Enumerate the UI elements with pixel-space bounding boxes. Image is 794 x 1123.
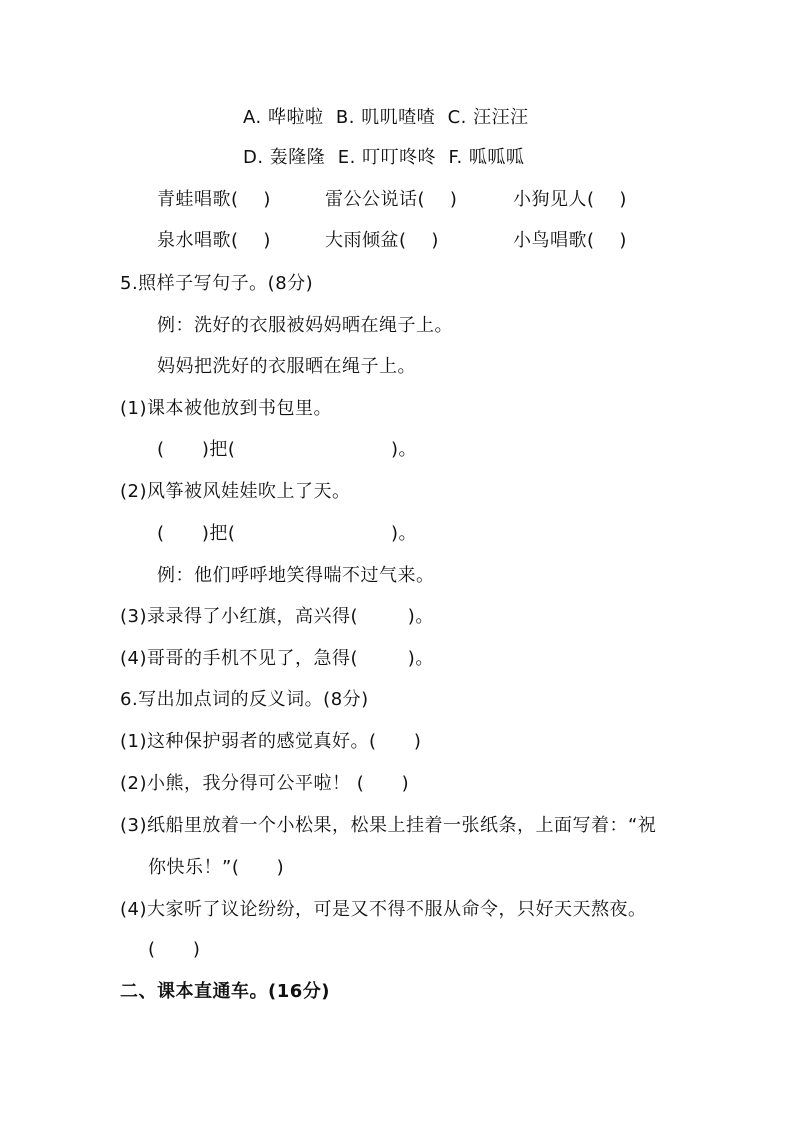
match-dog: 小狗见人( )	[513, 189, 627, 210]
q5-example2: 例：他们呼呼地笑得喘不过气来。	[157, 565, 435, 586]
q5-item1: (1)课本被他放到书包里。	[120, 398, 332, 419]
match-bird: 小鸟唱歌( )	[513, 230, 627, 251]
q6-item3-line2: 你快乐！”( )	[148, 857, 285, 878]
q6-item4-line1: (4)大家听了议论纷纷，可是又不得不服从命令，只好天天熬夜。	[120, 899, 647, 920]
q6-title: 6.写出加点词的反义词。(8分)	[120, 689, 369, 710]
q6-item3-line1: (3)纸船里放着一个小松果，松果上挂着一张纸条，上面写着：“祝	[120, 815, 657, 836]
options-row-1: A. 哗啦啦 B. 叽叽喳喳 C. 汪汪汪	[243, 107, 529, 128]
q6-item2: (2)小熊，我分得可公平啦！ ( )	[120, 773, 410, 794]
q5-blank1: ( )把( )。	[157, 439, 417, 460]
q5-title: 5.照样子写句子。(8分)	[120, 273, 314, 294]
q5-example1-b: 妈妈把洗好的衣服晒在绳子上。	[157, 356, 416, 377]
q5-item4: (4)哥哥的手机不见了，急得( )。	[120, 648, 434, 669]
q5-example1-a: 例：洗好的衣服被妈妈晒在绳子上。	[157, 315, 453, 336]
q5-item3: (3)录录得了小红旗，高兴得( )。	[120, 606, 434, 627]
q6-item1: (1)这种保护弱者的感觉真好。( )	[120, 731, 422, 752]
q5-item2: (2)风筝被风娃娃吹上了天。	[120, 481, 351, 502]
match-spring: 泉水唱歌( )	[157, 230, 271, 251]
options-row-2: D. 轰隆隆 E. 叮叮咚咚 F. 呱呱呱	[243, 147, 525, 168]
match-thunder: 雷公公说话( )	[325, 189, 458, 210]
section2-title: 二、课本直通车。(16分)	[120, 981, 331, 1002]
match-frog: 青蛙唱歌( )	[157, 189, 271, 210]
q5-blank2: ( )把( )。	[157, 523, 417, 544]
match-rain: 大雨倾盆( )	[325, 230, 439, 251]
q6-item4-line2: ( )	[148, 939, 201, 960]
